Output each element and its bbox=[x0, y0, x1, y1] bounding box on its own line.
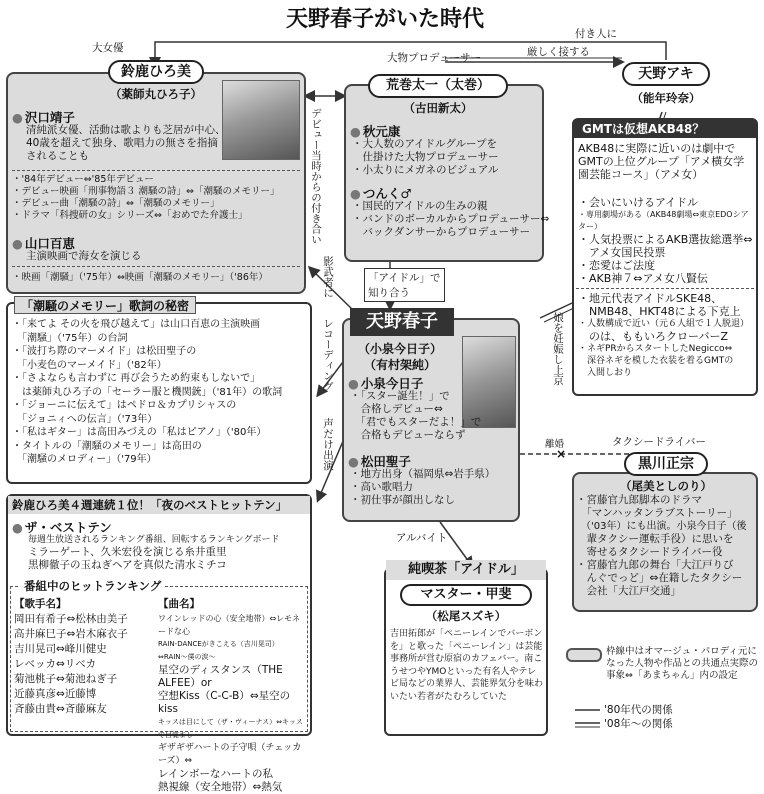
legend-80s: '80年代の関係 bbox=[604, 704, 673, 716]
secret-item: 「潮騒のメロディー」（'79年） bbox=[12, 454, 157, 465]
singer-list bbox=[14, 612, 158, 717]
suzuka-fact: ・デビュー曲「潮騒の詩」⇔「潮騒のメモリー」 bbox=[12, 198, 220, 209]
secret-item: ・「さよならも言わずに 再び会うため約束もしないで」 bbox=[12, 373, 261, 384]
kurokawa-list bbox=[576, 494, 758, 598]
label-taxi: タクシードライバー bbox=[612, 436, 706, 448]
haruko-p2-item: ・地方出身（福岡県⇔岩手県） bbox=[350, 468, 496, 480]
singer-item: 岡田有希子⇔松林由美子 bbox=[14, 613, 128, 625]
label-recording: レコーディング bbox=[322, 318, 334, 392]
master-actor: （松尾スズキ） bbox=[425, 609, 507, 623]
secret-item: 「小麦色のマーメイド」（'82年） bbox=[12, 359, 167, 371]
haruko-p1-name: ● 小泉今日子 bbox=[348, 374, 423, 392]
singer-item: 菊池桃子⇔菊池ねぎ子 bbox=[14, 673, 118, 685]
suzuka-fact: ・'84年デビュー⇔'85年デビュー bbox=[12, 174, 154, 185]
gmt-item: ・人気投票によるAKB選抜総選挙⇔ bbox=[578, 233, 753, 246]
song-list bbox=[158, 612, 308, 794]
label-strict: 厳しく接する bbox=[527, 46, 590, 58]
label-voice: 声だけ出演 bbox=[322, 418, 334, 471]
suzuka-name: 鈴鹿ひろ美 bbox=[108, 60, 204, 84]
suzuka-fact: ・ドラマ「科捜研の女」シリーズ⇔「おめでた弁護士」 bbox=[12, 210, 248, 221]
secret-list bbox=[12, 318, 312, 467]
haruko-p2-name: ● 松田聖子 bbox=[348, 452, 411, 470]
haruko-actor-1: （小泉今日子） bbox=[357, 342, 442, 356]
secret-item: 「潮騒」（'75年）の台詞 bbox=[12, 332, 128, 344]
gmt-item: ・AKB神７⇔アメ女八賢伝 bbox=[578, 272, 708, 285]
label-pregnant: 娘を妊娠し上京 bbox=[552, 312, 564, 386]
song-item: キッスは目にして（ザ・ヴィーナス）⇔キッスで目覚まし bbox=[158, 718, 303, 739]
suzuka-p1-desc: 清純派女優、活動は歌よりも芝居が中心、40歳を超えて独身、歌唱力の無さを指摘されることも bbox=[26, 124, 226, 162]
suzuka-p2-desc: 主演映画で海女を演じる bbox=[26, 250, 142, 262]
kurokawa-item: んぐでっど」⇔在籍したタクシー bbox=[576, 572, 743, 584]
divorce-mark: × bbox=[556, 447, 567, 461]
kurokawa-item: 輩タクシー運転手役）に思いを bbox=[576, 533, 734, 545]
legend-08s: '08年〜の関係 bbox=[604, 718, 673, 730]
arama-name: 荒巻太一（太巻） bbox=[368, 74, 508, 98]
suzuka-p1-name: ● 沢口靖子 bbox=[12, 108, 75, 126]
suzuka-p2-fact: ・映画「潮騒」（'75年）⇔映画「潮騒のメモリー」（'86年） bbox=[12, 272, 268, 283]
arama-p2-item: バックダンサーからプロデューサー bbox=[352, 226, 531, 238]
master-cafe: 純喫茶「アイドル」 bbox=[386, 560, 546, 580]
label-debut-cont: デビュー当時からの付き合い bbox=[310, 108, 322, 245]
song-item: レインボーなハートの私 bbox=[158, 768, 273, 780]
gmt-item: 深谷ネギを模した衣装を着るGMTの bbox=[578, 356, 734, 366]
bestten-title: 鈴鹿ひろ美４週連続１位！「夜のベストヒットテン」 bbox=[8, 496, 310, 514]
label-attendant: 付き人に bbox=[575, 28, 617, 40]
secret-item: ・「来てよ その火を飛び越えて」は山口百恵の主演映画 bbox=[12, 319, 261, 330]
suzuka-actor: （薬師丸ひろ子） bbox=[110, 87, 202, 101]
suzuka-fact: ・デビュー映画「刑事物語３ 潮騒の詩」⇔「潮騒のメモリー」 bbox=[12, 186, 280, 197]
secret-item: は薬師丸ひろ子の「セーラー服と機関銃」（'81年）の歌詞 bbox=[12, 386, 283, 398]
kurokawa-name: 黒川正宗 bbox=[624, 452, 708, 476]
haruko-p2-item: ・高い歌唱力 bbox=[350, 481, 413, 493]
kurokawa-item: 寄せるタクシードライバー役 bbox=[576, 546, 723, 558]
kurokawa-item: （'03年）にも出演。小泉今日子（後 bbox=[576, 521, 747, 532]
kurokawa-item: 「マンハッタンラブストーリー」 bbox=[576, 507, 738, 519]
gmt-item: 入間しおり bbox=[578, 368, 633, 378]
singer-item: レベッカ⇔リベカ bbox=[14, 658, 97, 670]
label-shadow: 影武者に bbox=[322, 256, 334, 298]
arama-p2-name: ● つんく♂ bbox=[350, 184, 412, 202]
legend-note: 枠線中はオマージュ・パロディ元になった人物や作品との共通点実際の事象⇔「あまちゃん」内の設定 bbox=[606, 646, 759, 681]
label-divorce: 離婚 bbox=[545, 439, 565, 450]
gmt-item: のは、ももいろクローバーZ bbox=[578, 330, 728, 343]
gmt-intro: AKB48に実際に近いのは劇中でGMTの上位グループ「アメ横女学園芸能コース」（アメ女） bbox=[578, 142, 745, 181]
song-item: ワインレッドの心（安全地帯）⇔レモネードな心 bbox=[158, 614, 301, 636]
bestten-line: 毎週生放送されるランキング番組、回転するランキングボード bbox=[28, 535, 280, 545]
secret-title: 「潮騒のメモリー」歌詞の秘密 bbox=[14, 296, 196, 314]
ranking-title: 番組中のヒットランキング bbox=[20, 578, 165, 594]
suzuka-divider-1 bbox=[12, 170, 300, 171]
arama-p2-item: ・バンドのボーカルからプロデューサー⇔ bbox=[352, 213, 550, 225]
label-idol-meet: 「アイドル」で 知り合う bbox=[364, 268, 445, 302]
secret-item: ・「私はギター」は高田みづえの「私はピアノ」（'80年） bbox=[12, 427, 267, 438]
song-item: 熱視線（安全地帯）⇔熱気 bbox=[158, 781, 283, 793]
haruko-p1-item: 合格もデビューならず bbox=[350, 429, 466, 441]
gmt-item: ・ネギPRからスタートしたNegicco⇔ bbox=[578, 344, 733, 354]
singer-item: 斉藤由貴⇔斉藤麻友 bbox=[14, 703, 107, 715]
arama-p2-list bbox=[352, 200, 549, 239]
gmt-item: ・専用劇場がある（AKB48劇場⇔東京EDOシアター） bbox=[578, 210, 749, 231]
singer-item: 吉川晃司⇔峰川健史 bbox=[14, 643, 107, 655]
gmt-divider bbox=[576, 288, 754, 289]
gmt-list bbox=[578, 196, 756, 285]
haruko-p1-item: 合格しデビュー⇔ bbox=[350, 403, 443, 415]
gmt-item: ・恋愛はご法度 bbox=[578, 259, 655, 272]
gmt-title: GMTは仮想AKB48？ bbox=[574, 120, 756, 138]
haruko-p1-item: ・「スター誕生！」で bbox=[350, 390, 450, 402]
song-item: RAIN-DANCEがきこえる（吉川晃司）⇔RAIN〜僕の涙〜 bbox=[158, 640, 279, 661]
haruko-p1-list bbox=[350, 390, 481, 442]
bestten-p-name: ● ザ・ベストテン bbox=[12, 518, 112, 536]
secret-item: ・タイトルの「潮騒のメモリー」は高田の bbox=[12, 440, 202, 452]
haruko-name: 天野春子 bbox=[350, 308, 454, 336]
secret-item: 「ジョニィへの伝言」（'73年） bbox=[12, 413, 158, 425]
haruko-p1-item: 「君でもスターだよ！」で bbox=[350, 416, 482, 428]
song-head: 【曲名】 bbox=[158, 598, 200, 610]
suzuka-p2-name: ● 山口百恵 bbox=[12, 234, 75, 252]
kurokawa-actor: （尾美としのり） bbox=[620, 479, 712, 493]
suzuka-photo bbox=[222, 80, 300, 160]
suzuka-divider-2 bbox=[12, 266, 300, 267]
song-item: 星空のディスタンス（THE ALFEE）or bbox=[158, 664, 283, 689]
kurokawa-item: 会社「大江戸交通」 bbox=[576, 585, 681, 597]
singer-item: 高井麻巳子⇔岩木麻衣子 bbox=[14, 628, 128, 640]
song-item: 空想Kiss（C-C-B）⇔星空のkiss bbox=[158, 690, 291, 715]
singer-item: 近藤真彦⇔近藤博 bbox=[14, 688, 97, 700]
arama-p1-name: ● 秋元康 bbox=[350, 122, 400, 140]
haruko-actor-2: （有村架純） bbox=[363, 358, 436, 372]
haruko-p2-list bbox=[350, 468, 495, 507]
song-item: ギザギザハートの子守唄（チェッカーズ）⇔ bbox=[158, 743, 302, 766]
secret-item: ・「ジョーニに伝えて」はペドロ＆カプリシャスの bbox=[12, 400, 237, 411]
kurokawa-item: ・宮藤官九郎の舞台「大江戸りび bbox=[576, 559, 734, 571]
arama-actor: （古田新太） bbox=[403, 101, 473, 115]
arama-p1-item: 仕掛けた大物プロデューサー bbox=[352, 151, 499, 163]
gmt-item: ・地元代表アイドルSKE48、 bbox=[578, 292, 723, 305]
suzuka-facts bbox=[12, 174, 302, 222]
legend-swatch bbox=[566, 648, 602, 662]
arama-p1-list bbox=[352, 138, 499, 177]
aki-name: 天野アキ bbox=[622, 62, 710, 86]
gmt-item: ・会いにいけるアイドル bbox=[578, 196, 699, 209]
bestten-line: 黒柳徹子の玉ねぎヘアを真似た清水ミチコ bbox=[28, 559, 227, 571]
page-title: 天野春子がいた時代 bbox=[285, 6, 484, 32]
arama-p1-item: ・小太りにメガネのビジュアル bbox=[352, 164, 499, 176]
secret-item: ・「波打ち際のマーメイド」は松田聖子の bbox=[12, 346, 197, 357]
label-producer: 大物プロデューサー bbox=[387, 52, 482, 64]
gmt-item: ・人数構成で近い（元６人組で１人脱退） bbox=[578, 319, 750, 329]
label-parttime: アルバイト bbox=[396, 532, 448, 544]
bestten-line: ミラーゲート、久米宏役を演じる糸井重里 bbox=[28, 546, 227, 558]
gmt-item: アメ女国民投票 bbox=[578, 246, 666, 259]
bestten-lines bbox=[28, 534, 310, 572]
arama-p2-item: ・国民的アイドルの生みの親 bbox=[352, 200, 488, 212]
aki-actor: （能年玲奈） bbox=[631, 91, 701, 105]
singer-head: 【歌手名】 bbox=[14, 598, 67, 610]
gmt-list-2 bbox=[578, 292, 756, 379]
gmt-item: NMB48、HKT48による下克上 bbox=[578, 305, 741, 318]
kurokawa-item: ・宮藤官九郎脚本のドラマ bbox=[576, 494, 702, 506]
master-desc: 吉田拓郎が「ペニーレインでバーボンを」と歌った「ペニーレイン」は芸能事務所が営む原宿のカフェバー。南こうせつやYMOといった有名人やテレビ局などの業界人、芸能界気分を味わいたい若者がたむろしていた bbox=[390, 629, 544, 702]
label-actress: 大女優 bbox=[92, 42, 124, 54]
arama-p1-item: ・大人数のアイドルグループを bbox=[352, 138, 498, 150]
master-name: マスター・甲斐 bbox=[400, 584, 532, 606]
haruko-p2-item: ・初仕事が顔出しなし bbox=[350, 494, 455, 506]
